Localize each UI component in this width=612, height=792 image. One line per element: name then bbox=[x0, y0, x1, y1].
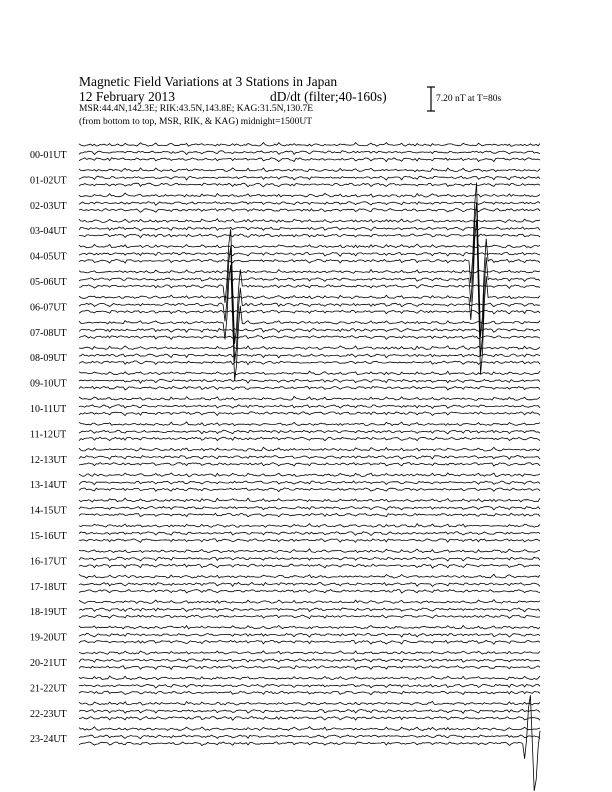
hour-label: 14-15UT bbox=[30, 505, 67, 517]
trace-msr bbox=[79, 437, 540, 441]
trace-rik bbox=[79, 151, 540, 155]
hour-label: 19-20UT bbox=[30, 632, 67, 644]
trace-msr bbox=[79, 590, 540, 594]
trace-kag bbox=[79, 676, 540, 680]
trace-kag bbox=[79, 626, 540, 629]
trace-kag bbox=[79, 270, 540, 274]
trace-rik bbox=[79, 227, 540, 231]
trace-msr bbox=[79, 183, 540, 187]
hour-label: 01-02UT bbox=[30, 175, 67, 187]
trace-rik bbox=[79, 405, 540, 409]
hour-label: 16-17UT bbox=[30, 556, 67, 568]
trace-rik bbox=[79, 710, 540, 714]
trace-kag bbox=[79, 524, 540, 528]
trace-msr bbox=[79, 691, 540, 695]
trace-kag bbox=[79, 701, 540, 705]
trace-rik bbox=[79, 354, 540, 358]
trace-kag bbox=[79, 473, 540, 477]
trace-msr bbox=[79, 615, 540, 619]
trace-rik bbox=[79, 684, 540, 688]
trace-kag bbox=[79, 371, 540, 375]
trace-rik bbox=[79, 557, 540, 561]
scale-bar bbox=[427, 87, 435, 111]
trace-msr bbox=[79, 209, 540, 213]
trace-msr bbox=[79, 640, 540, 644]
hour-label: 18-19UT bbox=[30, 607, 67, 619]
trace-rik bbox=[79, 735, 540, 739]
hour-label: 09-10UT bbox=[30, 378, 67, 390]
trace-rik bbox=[79, 456, 540, 460]
trace-kag bbox=[79, 600, 540, 604]
hour-label: 02-03UT bbox=[30, 200, 67, 212]
scale-bar-label: 7.20 nT at T=80s bbox=[436, 94, 502, 104]
trace-msr bbox=[79, 158, 540, 162]
trace-rik bbox=[79, 176, 540, 180]
trace-rik bbox=[79, 202, 540, 206]
trace-kag bbox=[79, 346, 540, 350]
trace-rik bbox=[79, 608, 540, 612]
trace-rik bbox=[79, 532, 540, 536]
trace-msr bbox=[79, 412, 540, 416]
trace-msr bbox=[79, 717, 540, 721]
trace-rik bbox=[79, 252, 540, 256]
trace-msr bbox=[79, 488, 540, 492]
trace-msr bbox=[79, 564, 540, 568]
hour-label: 06-07UT bbox=[30, 302, 67, 314]
hour-label: 07-08UT bbox=[30, 327, 67, 339]
trace-msr bbox=[79, 463, 540, 467]
trace-rik bbox=[79, 379, 540, 383]
hour-label: 00-01UT bbox=[30, 150, 67, 161]
trace-kag bbox=[79, 447, 540, 451]
hour-label: 23-24UT bbox=[30, 734, 67, 746]
chart-quantity: dD/dt (filter;40-160s) bbox=[270, 89, 387, 104]
trace-rik bbox=[79, 506, 540, 510]
hour-label: 12-13UT bbox=[30, 454, 67, 466]
hour-label: 10-11UT bbox=[30, 404, 67, 415]
trace-kag bbox=[79, 651, 540, 654]
trace-kag bbox=[79, 549, 540, 553]
hour-label: 13-14UT bbox=[30, 480, 67, 492]
trace-rik bbox=[79, 329, 540, 333]
trace-rik bbox=[79, 633, 540, 637]
trace-msr bbox=[79, 539, 540, 543]
hour-label: 05-06UT bbox=[30, 277, 67, 288]
trace-rik bbox=[79, 481, 540, 485]
hour-label: 03-04UT bbox=[30, 226, 67, 238]
trace-msr bbox=[79, 513, 540, 516]
trace-kag bbox=[79, 143, 540, 147]
trace-kag bbox=[79, 193, 540, 197]
hour-label: 22-23UT bbox=[30, 708, 67, 720]
trace-kag bbox=[79, 244, 540, 248]
chart-title: Magnetic Field Variations at 3 Stations in Japan bbox=[79, 74, 338, 89]
trace-msr bbox=[79, 386, 540, 390]
trace-kag bbox=[79, 422, 540, 426]
trace-msr bbox=[79, 234, 540, 238]
trace-kag bbox=[79, 168, 540, 172]
trace-kag bbox=[79, 727, 540, 731]
chart-date: 12 February 2013 bbox=[79, 89, 175, 104]
trace-kag bbox=[79, 574, 540, 578]
trace-kag bbox=[79, 397, 540, 401]
trace-msr bbox=[79, 361, 540, 365]
hour-label: 11-12UT bbox=[30, 429, 67, 441]
trace-kag bbox=[79, 498, 540, 502]
hour-label: 08-09UT bbox=[30, 353, 67, 365]
trace-kag bbox=[79, 219, 540, 223]
hour-label: 04-05UT bbox=[30, 251, 67, 263]
trace-rik bbox=[79, 430, 540, 434]
trace-order-note: (from bottom to top, MSR, RIK, & KAG) midnight=1500UT bbox=[79, 117, 313, 127]
hour-label: 21-22UT bbox=[30, 683, 67, 695]
station-coordinates: MSR:44.4N,142.3E; RIK:43.5N,143.8E; KAG:31.5N,130.7E bbox=[79, 104, 314, 114]
trace-rik bbox=[79, 659, 540, 662]
trace-rik bbox=[79, 583, 540, 587]
trace-msr bbox=[79, 310, 540, 314]
hour-label: 15-16UT bbox=[30, 531, 67, 542]
hour-label: 20-21UT bbox=[30, 658, 67, 669]
trace-msr bbox=[79, 336, 540, 340]
hour-label: 17-18UT bbox=[30, 581, 67, 593]
trace-rik bbox=[79, 247, 540, 361]
trace-msr bbox=[79, 666, 540, 670]
